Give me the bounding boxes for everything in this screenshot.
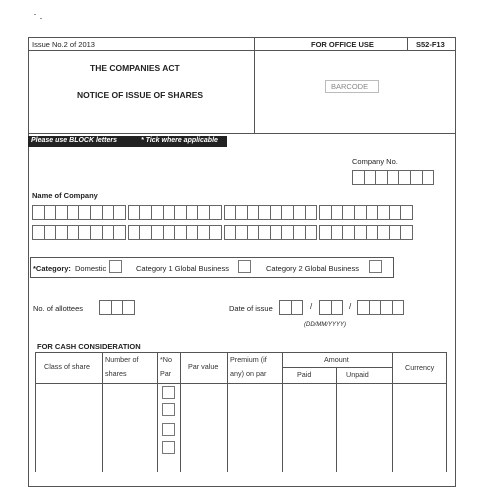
date-format-hint: (DD/MM/YYYY) (304, 322, 346, 328)
col-par-value: Par value (188, 362, 219, 371)
category-1-label: Category 1 Global Business (136, 264, 229, 273)
company-no-label: Company No. (352, 157, 398, 166)
header-divider-code (407, 37, 408, 50)
category-label: *Category: (33, 264, 71, 273)
no-par-checkbox-3[interactable] (162, 423, 175, 436)
col-no-par-1: *No (160, 355, 172, 364)
date-day-field[interactable] (279, 300, 302, 315)
tick-note: * Tick where applicable (141, 137, 218, 144)
notice-title: NOTICE OF ISSUE OF SHARES (77, 90, 204, 100)
date-month-field[interactable] (319, 300, 342, 315)
col-divider (227, 352, 228, 472)
col-divider (336, 367, 337, 472)
no-par-checkbox-1[interactable] (162, 386, 175, 399)
company-name-label: Name of Company (32, 191, 98, 200)
date-separator-2: / (349, 302, 352, 311)
category-1-checkbox[interactable] (238, 260, 251, 273)
act-title: THE COMPANIES ACT (90, 63, 180, 73)
header-rule (28, 50, 456, 51)
date-separator-1: / (310, 302, 313, 311)
date-of-issue-label: Date of issue (229, 304, 273, 313)
block-letters-note: Please use BLOCK letters (31, 137, 117, 144)
scan-speck (34, 14, 36, 15)
scan-speck (40, 18, 42, 19)
allottees-field[interactable] (99, 300, 134, 315)
category-2-label: Category 2 Global Business (266, 264, 359, 273)
no-par-checkbox-2[interactable] (162, 403, 175, 416)
cash-consideration-title: FOR CASH CONSIDERATION (37, 342, 141, 351)
col-premium-2: any) on par (230, 369, 267, 378)
category-2-checkbox[interactable] (369, 260, 382, 273)
col-divider (180, 352, 181, 472)
col-number-of-shares-1: Number of (105, 355, 139, 364)
col-amount: Amount (324, 355, 349, 364)
company-no-field[interactable] (352, 170, 433, 185)
company-name-row-1[interactable] (32, 205, 415, 220)
category-domestic-checkbox[interactable] (109, 260, 122, 273)
barcode-label: BARCODE (331, 82, 369, 91)
header-bottom-rule (28, 133, 456, 134)
issue-number: Issue No.2 of 2013 (32, 40, 95, 49)
col-number-of-shares-2: shares (105, 369, 127, 378)
col-paid: Paid (297, 370, 312, 379)
col-currency: Currency (405, 363, 435, 372)
category-domestic-label: Domestic (75, 264, 107, 273)
date-year-field[interactable] (357, 300, 403, 315)
col-divider (392, 352, 393, 472)
office-use-label: FOR OFFICE USE (311, 40, 374, 49)
form-code: S52-F13 (416, 40, 445, 49)
shares-table-header-rule (35, 383, 447, 384)
no-par-checkbox-4[interactable] (162, 441, 175, 454)
col-no-par-2: Par (160, 369, 172, 378)
col-class-of-share: Class of share (44, 362, 90, 371)
col-divider (102, 352, 103, 472)
header-divider (254, 37, 255, 133)
allottees-label: No. of allottees (33, 304, 84, 313)
col-divider (282, 352, 283, 472)
col-premium-1: Premium (if (230, 355, 267, 364)
company-name-row-2[interactable] (32, 225, 415, 240)
col-unpaid: Unpaid (346, 370, 369, 379)
col-divider (157, 352, 158, 472)
amount-subheader-rule (282, 367, 392, 368)
